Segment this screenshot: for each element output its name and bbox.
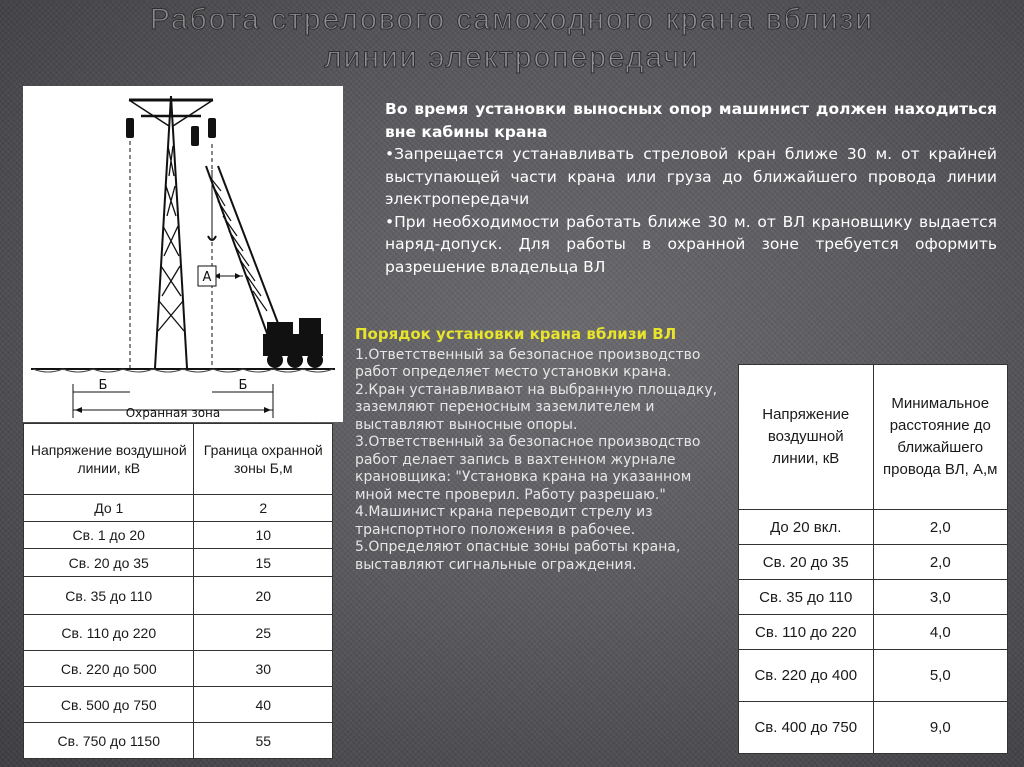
procedure-block [355, 326, 727, 574]
table-row [24, 615, 333, 651]
table-cell: Св. 110 до 220 [739, 615, 874, 650]
table-cell: Св. 35 до 110 [739, 580, 874, 615]
table-cell: Св. 220 до 400 [739, 650, 874, 702]
table-cell: Св. 110 до 220 [24, 615, 194, 651]
procedure-step: 3.Ответственный за безопасное производство работ делает запись в вахтенном журнале крановщика: "Установка крана на указанном мной месте проверил. Работу разрешаю." [355, 434, 701, 503]
table-cell: Св. 500 до 750 [24, 687, 194, 723]
table-row [24, 549, 333, 577]
table-cell: Св. 35 до 110 [24, 577, 194, 615]
table-cell: Св. 20 до 35 [739, 545, 874, 580]
table-row [24, 522, 333, 549]
table-cell: Св. 1 до 20 [24, 522, 194, 549]
procedure-title: Порядок установки крана вблизи ВЛ [355, 325, 677, 343]
table-row [739, 702, 1008, 754]
protection-zone-label: Охранная зона [125, 406, 221, 420]
procedure-step: 5.Определяют опасные зоны работы крана, выставляют сигнальные ограждения. [355, 539, 681, 573]
table-cell: 30 [194, 651, 333, 687]
table-row [739, 650, 1008, 702]
table-cell: 55 [194, 723, 333, 759]
column-header: Минимальное расстояние до ближайшего провода ВЛ, А,м [873, 365, 1008, 510]
column-header: Напряжение воздушной линии, кВ [739, 365, 874, 510]
table-cell: 20 [194, 577, 333, 615]
table-cell: 10 [194, 522, 333, 549]
table-cell: 25 [194, 615, 333, 651]
table-header-row [739, 365, 1008, 510]
intro-bullet-1: •Запрещается устанавливать стреловой кран ближе 30 м. от крайней выступающей части крана или груза до ближайшего провода линии электропередачи [385, 145, 997, 208]
intro-text-block [385, 98, 997, 278]
table-cell: 3,0 [873, 580, 1008, 615]
table-cell: 40 [194, 687, 333, 723]
table-cell: 9,0 [873, 702, 1008, 754]
table-cell: 2,0 [873, 545, 1008, 580]
column-header: Граница охранной зоны Б,м [194, 424, 333, 495]
column-header: Напряжение воздушной линии, кВ [24, 424, 194, 495]
crane-power-line-figure [23, 86, 343, 422]
table-header-row [24, 424, 333, 495]
intro-lead: Во время установки выносных опор машинист должен находиться вне кабины крана [385, 100, 997, 141]
table-row [24, 495, 333, 522]
table-cell: Св. 750 до 1150 [24, 723, 194, 759]
crane-diagram-illustration [23, 86, 343, 422]
table-cell: Св. 220 до 500 [24, 651, 194, 687]
slide-title-line1: Работа стрелового самоходного крана вблизи [149, 3, 875, 36]
table-row [739, 545, 1008, 580]
table-cell: 2 [194, 495, 333, 522]
procedure-step: 2.Кран устанавливают на выбранную площадку, заземляют переносным заземлителем и выставляют выносные опоры. [355, 381, 718, 433]
intro-bullet-2: •При необходимости работать ближе 30 м. от ВЛ крановщику выдается наряд-допуск. Для работы в охранной зоне требуется оформить разрешение владельца ВЛ [385, 212, 997, 276]
table-row [24, 723, 333, 759]
table-row [24, 577, 333, 615]
label-a: А [202, 270, 212, 285]
table-row [739, 510, 1008, 545]
table-cell: 2,0 [873, 510, 1008, 545]
minimum-distance-table [738, 364, 1008, 754]
table-row [739, 615, 1008, 650]
table-row [739, 580, 1008, 615]
procedure-step: 1.Ответственный за безопасное производство работ определяет место установки крана. [355, 346, 701, 380]
protection-zone-table [23, 423, 333, 759]
table-cell: Св. 20 до 35 [24, 549, 194, 577]
slide-title-line2: линии электропередачи [324, 41, 700, 74]
table-cell: 15 [194, 549, 333, 577]
procedure-step: 4.Машинист крана переводит стрелу из транспортного положения в рабочее. [355, 504, 653, 538]
table-row [24, 687, 333, 723]
table-cell: До 1 [24, 495, 194, 522]
table-cell: Св. 400 до 750 [739, 702, 874, 754]
label-b-right: Б [238, 378, 248, 393]
label-b-left: Б [98, 378, 108, 393]
table-cell: 5,0 [873, 650, 1008, 702]
table-row [24, 651, 333, 687]
table-cell: До 20 вкл. [739, 510, 874, 545]
table-cell: 4,0 [873, 615, 1008, 650]
